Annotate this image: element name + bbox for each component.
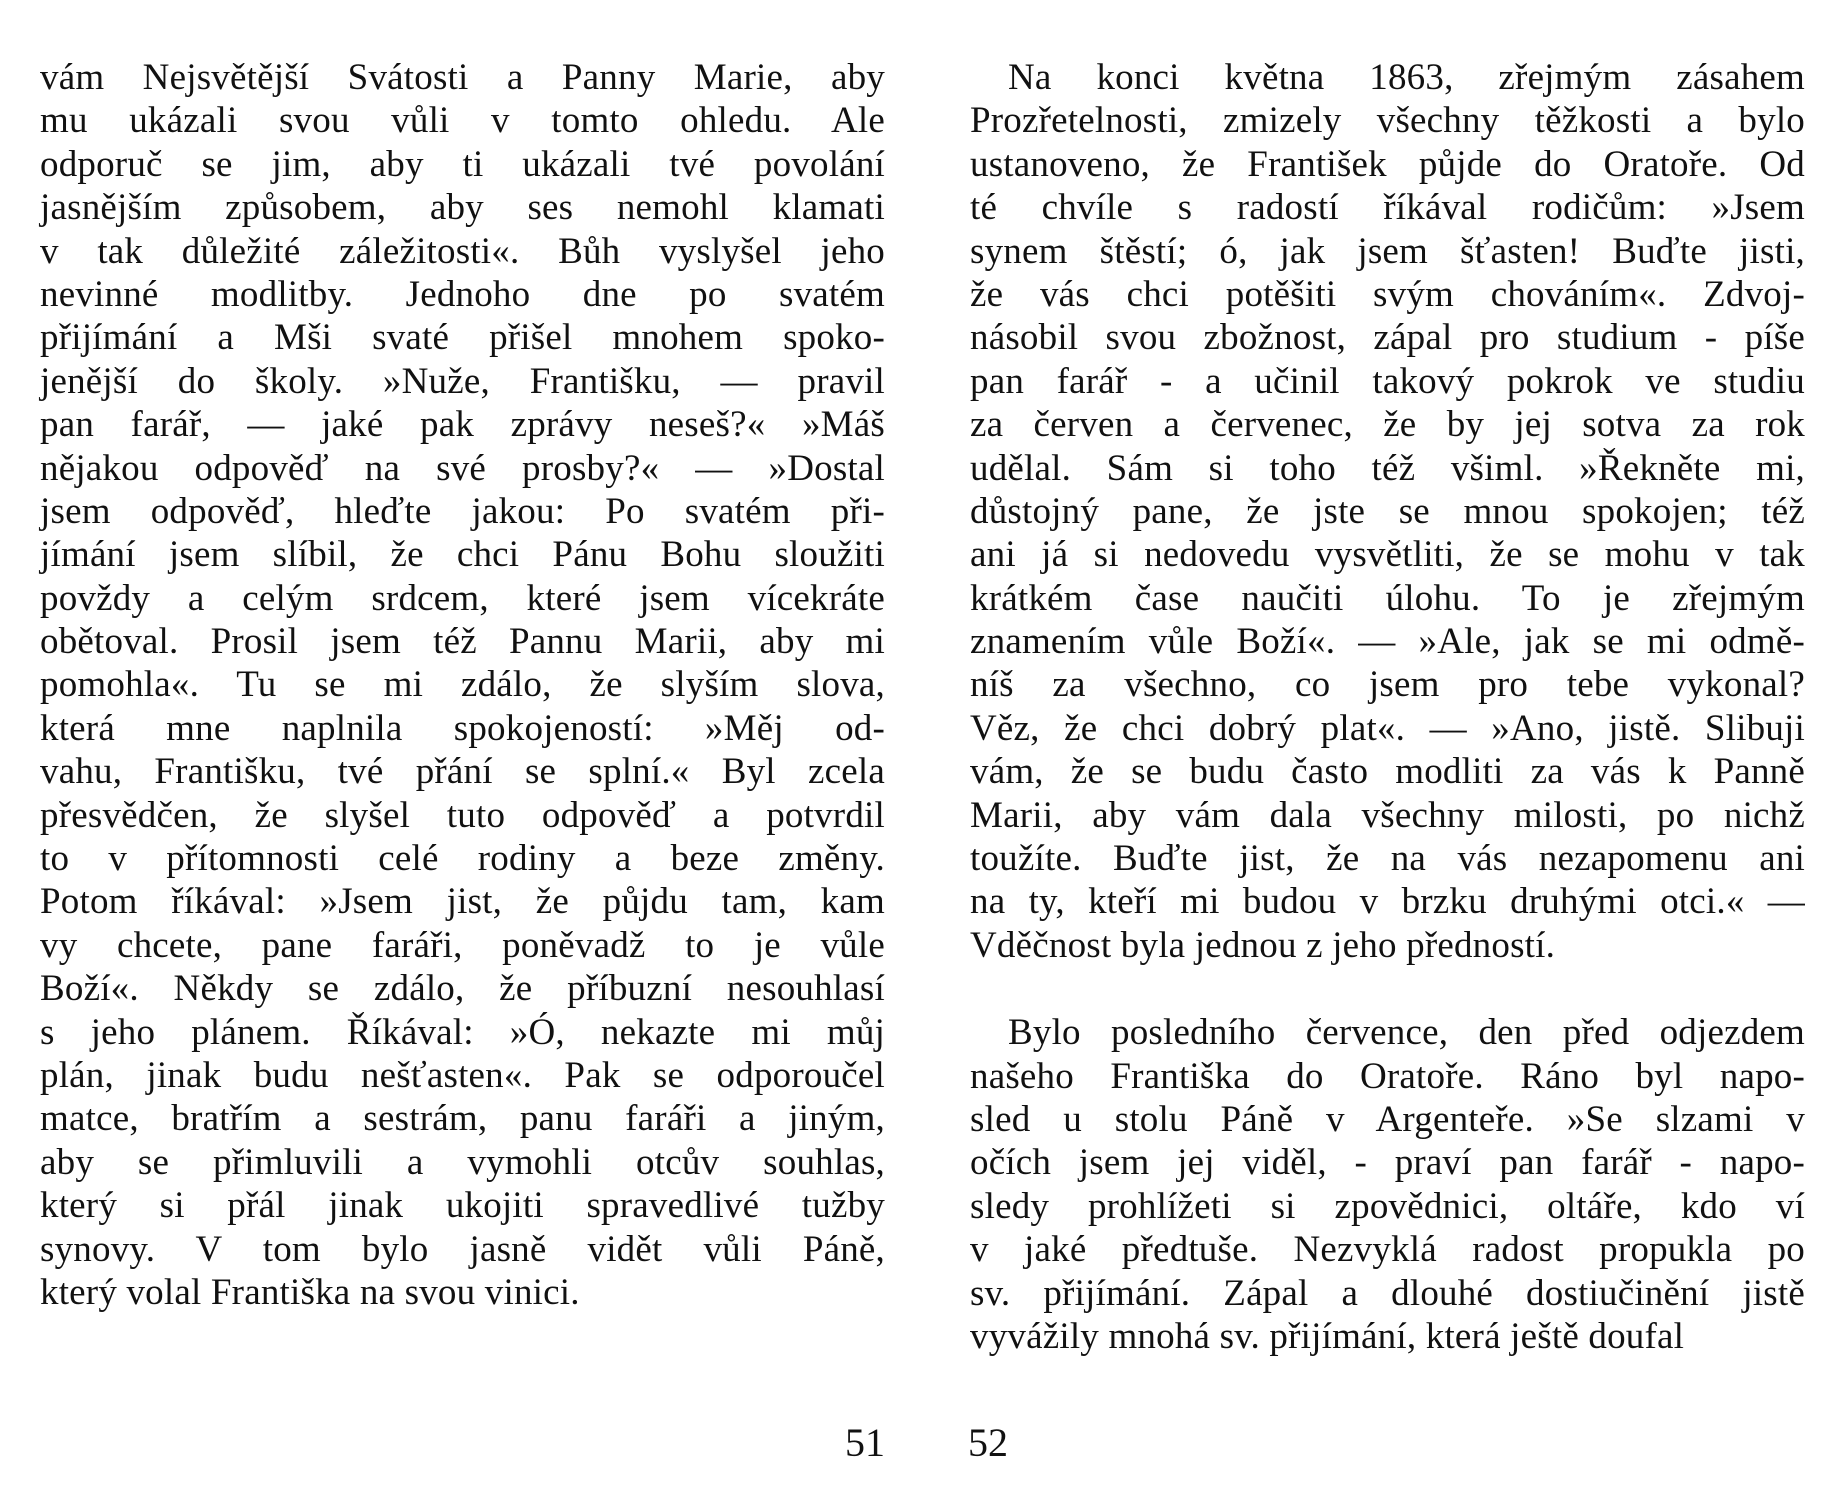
text-line: v jaké předtuše. Nezvyklá radost propukla po	[970, 1229, 1805, 1271]
text-line: nevinné modlitby. Jednoho dne po svatém	[40, 273, 885, 315]
text-line: synovy. V tom bylo jasně vidět vůli Páně,	[40, 1228, 885, 1270]
text-line: přijímání a Mši svaté přišel mnohem spoko-	[40, 317, 885, 359]
text-line: přesvědčen, že slyšel tuto odpověď a potvrdil	[40, 794, 885, 836]
text-line: matce, bratřím a sestrám, panu faráři a jiným,	[40, 1098, 885, 1140]
text-line: na ty, kteří mi budou v brzku druhými otci.« —	[970, 881, 1805, 923]
text-line: jasnějším způsobem, aby ses nemohl klamati	[40, 187, 885, 229]
right-page-text	[970, 56, 1805, 1358]
text-line: to v přítomnosti celé rodiny a beze změny.	[40, 838, 885, 880]
text-line: důstojný pane, že jste se mnou spokojen; též	[970, 490, 1805, 532]
text-line: našeho Františka do Oratoře. Ráno byl napo-	[970, 1055, 1805, 1097]
text-line: aby se přimluvili a vymohli otcův souhlas,	[40, 1141, 885, 1183]
text-line: obětoval. Prosil jsem též Pannu Marii, aby mi	[40, 621, 885, 663]
text-line: pomohla«. Tu se mi zdálo, že slyším slova,	[40, 664, 885, 706]
text-line: Věz, že chci dobrý plat«. — »Ano, jistě. Slibuji	[970, 707, 1805, 749]
text-line: vám, že se budu často modliti za vás k Panně	[970, 751, 1805, 793]
text-line: násobil svou zbožnost, zápal pro studium - píše	[970, 317, 1805, 359]
text-line: znamením vůle Boží«. — »Ale, jak se mi odmě-	[970, 621, 1805, 663]
text-line: jenější do školy. »Nuže, Františku, — pravil	[40, 360, 885, 402]
left-page-text	[40, 56, 885, 1314]
text-line: pan farář, — jaké pak zprávy neseš?« »Máš	[40, 404, 885, 446]
text-line: odporuč se jim, aby ti ukázali tvé povolání	[40, 143, 885, 185]
text-line: Vděčnost byla jednou z jeho předností.	[970, 924, 1556, 966]
text-line: Potom říkával: »Jsem jist, že půjdu tam, kam	[40, 881, 885, 923]
text-line: s jeho plánem. Říkával: »Ó, nekazte mi můj	[40, 1011, 885, 1053]
text-line: toužíte. Buďte jist, že na vás nezapomenu ani	[970, 838, 1805, 880]
text-line: nějakou odpověď na své prosby?« — »Dostal	[40, 447, 885, 489]
text-line: že vás chci potěšiti svým chováním«. Zdvoj-	[970, 273, 1805, 315]
text-line: mu ukázali svou vůli v tomto ohledu. Ale	[40, 100, 885, 142]
text-line: jsem odpověď, hleďte jakou: Po svatém při-	[40, 490, 885, 532]
text-line: plán, jinak budu nešťasten«. Pak se odporoučel	[40, 1054, 885, 1096]
text-line: sledy prohlížeti si zpovědnici, oltáře, kdo ví	[970, 1185, 1805, 1227]
text-line: vy chcete, pane faráři, poněvadž to je vůle	[40, 924, 885, 966]
text-line: ani já si nedovedu vysvětliti, že se mohu v tak	[970, 534, 1805, 576]
text-line: synem štěstí; ó, jak jsem šťasten! Buďte jisti,	[970, 230, 1805, 272]
text-line: udělal. Sám si toho též všiml. »Řekněte mi,	[970, 447, 1805, 489]
text-line: Bylo posledního července, den před odjezdem	[1008, 1012, 1805, 1054]
text-line: vahu, Františku, tvé přání se splní.« Byl zcela	[40, 751, 885, 793]
right-page-number: 52	[968, 1420, 1008, 1465]
text-line: pan farář - a učinil takový pokrok ve studiu	[970, 360, 1805, 402]
text-line: Prozřetelnosti, zmizely všechny těžkosti a bylo	[970, 100, 1805, 142]
text-line: sled u stolu Páně v Argenteře. »Se slzami v	[970, 1098, 1805, 1140]
paragraph-gap	[970, 967, 1805, 1011]
text-line: jímání jsem slíbil, že chci Pánu Bohu sloužiti	[40, 534, 885, 576]
text-line: která mne naplnila spokojeností: »Měj od-	[40, 707, 885, 749]
text-line: povždy a celým srdcem, které jsem vícekráte	[40, 577, 885, 619]
text-line: té chvíle s radostí říkával rodičům: »Jsem	[970, 187, 1805, 229]
right-paragraph-1	[970, 56, 1805, 967]
right-paragraph-2	[970, 1011, 1805, 1358]
text-line: který volal Františka na svou vinici.	[40, 1271, 580, 1313]
text-line: vyvážily mnohá sv. přijímání, která ještě doufal	[970, 1315, 1685, 1357]
left-page-number: 51	[845, 1420, 885, 1465]
text-line: níš za všechno, co jsem pro tebe vykonal?	[970, 664, 1805, 706]
text-line: který si přál jinak ukojiti spravedlivé tužby	[40, 1185, 885, 1227]
text-line: Na konci května 1863, zřejmým zásahem	[1008, 57, 1805, 98]
text-line: Marii, aby vám dala všechny milosti, po nichž	[970, 794, 1805, 836]
text-line: očích jsem jej viděl, - praví pan farář - napo-	[970, 1142, 1805, 1184]
text-line: v tak důležité záležitosti«. Bůh vyslyšel jeho	[40, 230, 885, 272]
text-line: Boží«. Někdy se zdálo, že příbuzní nesouhlasí	[40, 968, 885, 1010]
text-line: krátkém čase naučiti úlohu. To je zřejmým	[970, 577, 1805, 619]
text-line: ustanoveno, že František půjde do Oratoře. Od	[970, 143, 1805, 185]
text-line: vám Nejsvětější Svátosti a Panny Marie, aby	[40, 57, 885, 98]
text-line: sv. přijímání. Zápal a dlouhé dostiučinění jistě	[970, 1272, 1805, 1314]
text-line: za červen a červenec, že by jej sotva za rok	[970, 404, 1805, 446]
